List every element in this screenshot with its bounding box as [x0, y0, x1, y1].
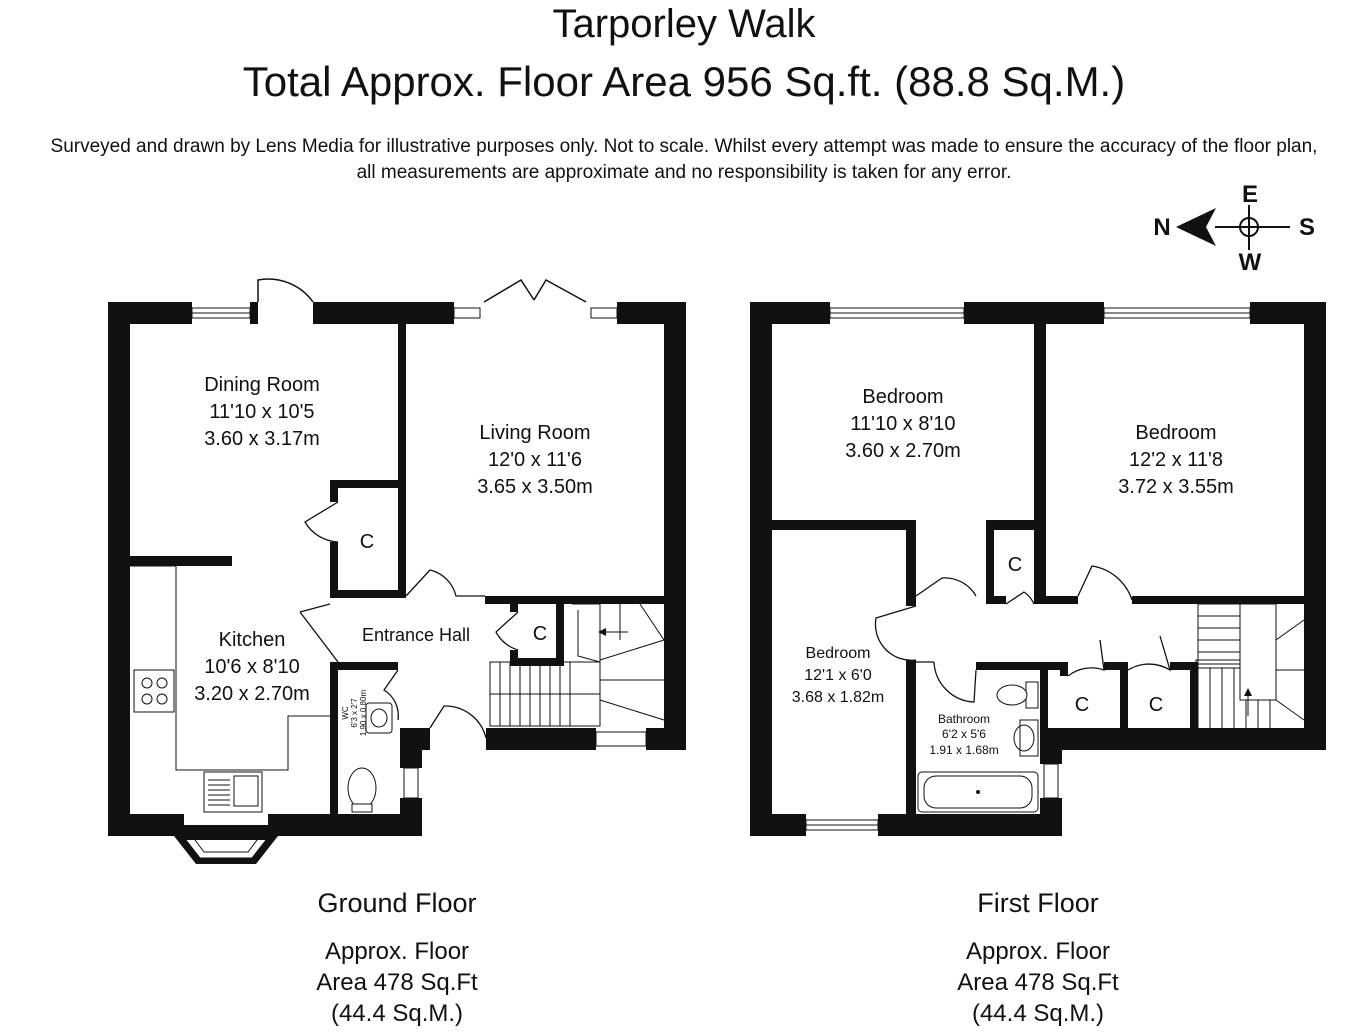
wc-imperial: 6'3 x 2'7 [350, 698, 359, 728]
kitchen-name: Kitchen [218, 629, 286, 651]
bedroom-2-name: Bedroom [1135, 422, 1217, 444]
bedroom-1-imperial: 11'10 x 8'10 [850, 413, 956, 435]
bedroom-3-metric: 3.68 x 1.82m [791, 689, 885, 706]
dining-room-metric: 3.60 x 3.17m [204, 428, 320, 450]
living-room-imperial: 12'0 x 11'6 [487, 449, 583, 471]
kitchen-metric: 3.20 x 2.70m [194, 683, 310, 705]
ground-area-line-1: Approx. Floor [324, 938, 470, 965]
dining-room-name: Dining Room [204, 374, 320, 396]
bathroom-name: Bathroom [937, 712, 991, 726]
wc-name: WC [341, 706, 350, 720]
bathroom-imperial: 6'2 x 5'6 [942, 727, 986, 741]
first-floor-plan [750, 302, 1326, 836]
first-floor-caption: First Floor [977, 888, 1099, 918]
ground-cupboard-1: C [359, 531, 375, 553]
compass [1153, 181, 1315, 276]
bathroom-metric: 1.91 x 1.68m [929, 743, 999, 757]
first-floor-area [888, 936, 1188, 1029]
compass-north-label: N [1153, 214, 1171, 241]
first-cupboard-1: C [1007, 554, 1023, 576]
ground-cupboard-2: C [532, 623, 548, 645]
living-room-metric: 3.65 x 3.50m [477, 476, 593, 498]
disclaimer-line-1: Surveyed and drawn by Lens Media for illustrative purposes only. Not to scale. Whilst every attempt was made to ensure the accuracy of the floor plan, [50, 136, 1318, 157]
bedroom-2-imperial: 12'2 x 11'8 [1128, 449, 1224, 471]
living-room-name: Living Room [479, 422, 591, 444]
bedroom-3-name: Bedroom [805, 645, 871, 662]
total-floor-area: Total Approx. Floor Area 956 Sq.ft. (88.8 Sq.M.) [242, 58, 1126, 105]
ground-area-line-3: (44.4 Sq.M.) [330, 1000, 464, 1027]
bedroom-2-metric: 3.72 x 3.55m [1118, 476, 1234, 498]
ground-floor-area [247, 936, 547, 1029]
bedroom-1-metric: 3.60 x 2.70m [845, 440, 961, 462]
ground-floor-caption: Ground Floor [317, 888, 477, 918]
first-area-line-2: Area 478 Sq.Ft [957, 969, 1119, 996]
dining-room-imperial: 11'10 x 10'5 [209, 401, 315, 423]
bedroom-3-imperial: 12'1 x 6'0 [804, 667, 872, 684]
wc-metric: 1.90 x 0.80m [359, 689, 368, 737]
entrance-hall-name: Entrance Hall [361, 625, 471, 645]
kitchen-imperial: 10'6 x 8'10 [204, 656, 300, 678]
first-cupboard-3: C [1148, 694, 1164, 716]
disclaimer-line-2: all measurements are approximate and no responsibility is taken for any error. [356, 162, 1012, 183]
plan-title: Tarporley Walk [552, 2, 816, 46]
bedroom-1-name: Bedroom [862, 386, 944, 408]
first-area-line-3: (44.4 Sq.M.) [971, 1000, 1105, 1027]
ground-area-line-2: Area 478 Sq.Ft [316, 969, 478, 996]
compass-east-label: E [1241, 181, 1259, 208]
first-cupboard-2: C [1074, 694, 1090, 716]
north-arrow-icon [1176, 208, 1216, 246]
first-area-line-1: Approx. Floor [965, 938, 1111, 965]
compass-south-label: S [1298, 214, 1316, 241]
ground-floor-plan [108, 279, 686, 864]
compass-west-label: W [1238, 249, 1262, 276]
